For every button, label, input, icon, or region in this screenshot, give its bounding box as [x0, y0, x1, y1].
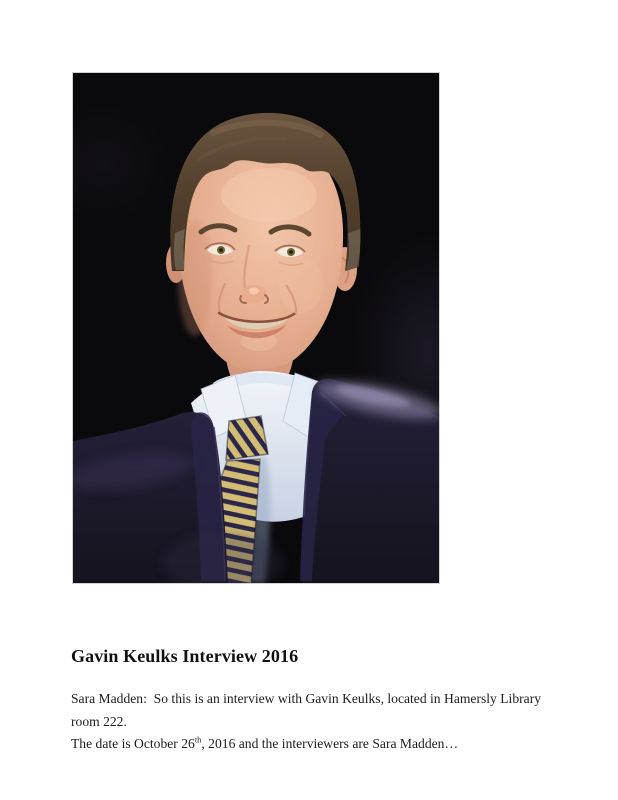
- transcript-paragraph: [71, 688, 571, 756]
- transcript-line-2-text: The date is October 26: [71, 736, 195, 751]
- transcript-line-2: [71, 733, 571, 756]
- ordinal-superscript: th: [194, 734, 202, 745]
- portrait-photo: [72, 72, 440, 584]
- portrait-image: [73, 73, 439, 583]
- transcript-line-1: Sara Madden: So this is an interview with Gavin Keulks, located in Hamersly Library room 222.: [71, 691, 545, 729]
- page-title: Gavin Keulks Interview 2016: [71, 646, 299, 666]
- transcript-line-2-rest: , 2016 and the interviewers are Sara Madden…: [201, 736, 459, 751]
